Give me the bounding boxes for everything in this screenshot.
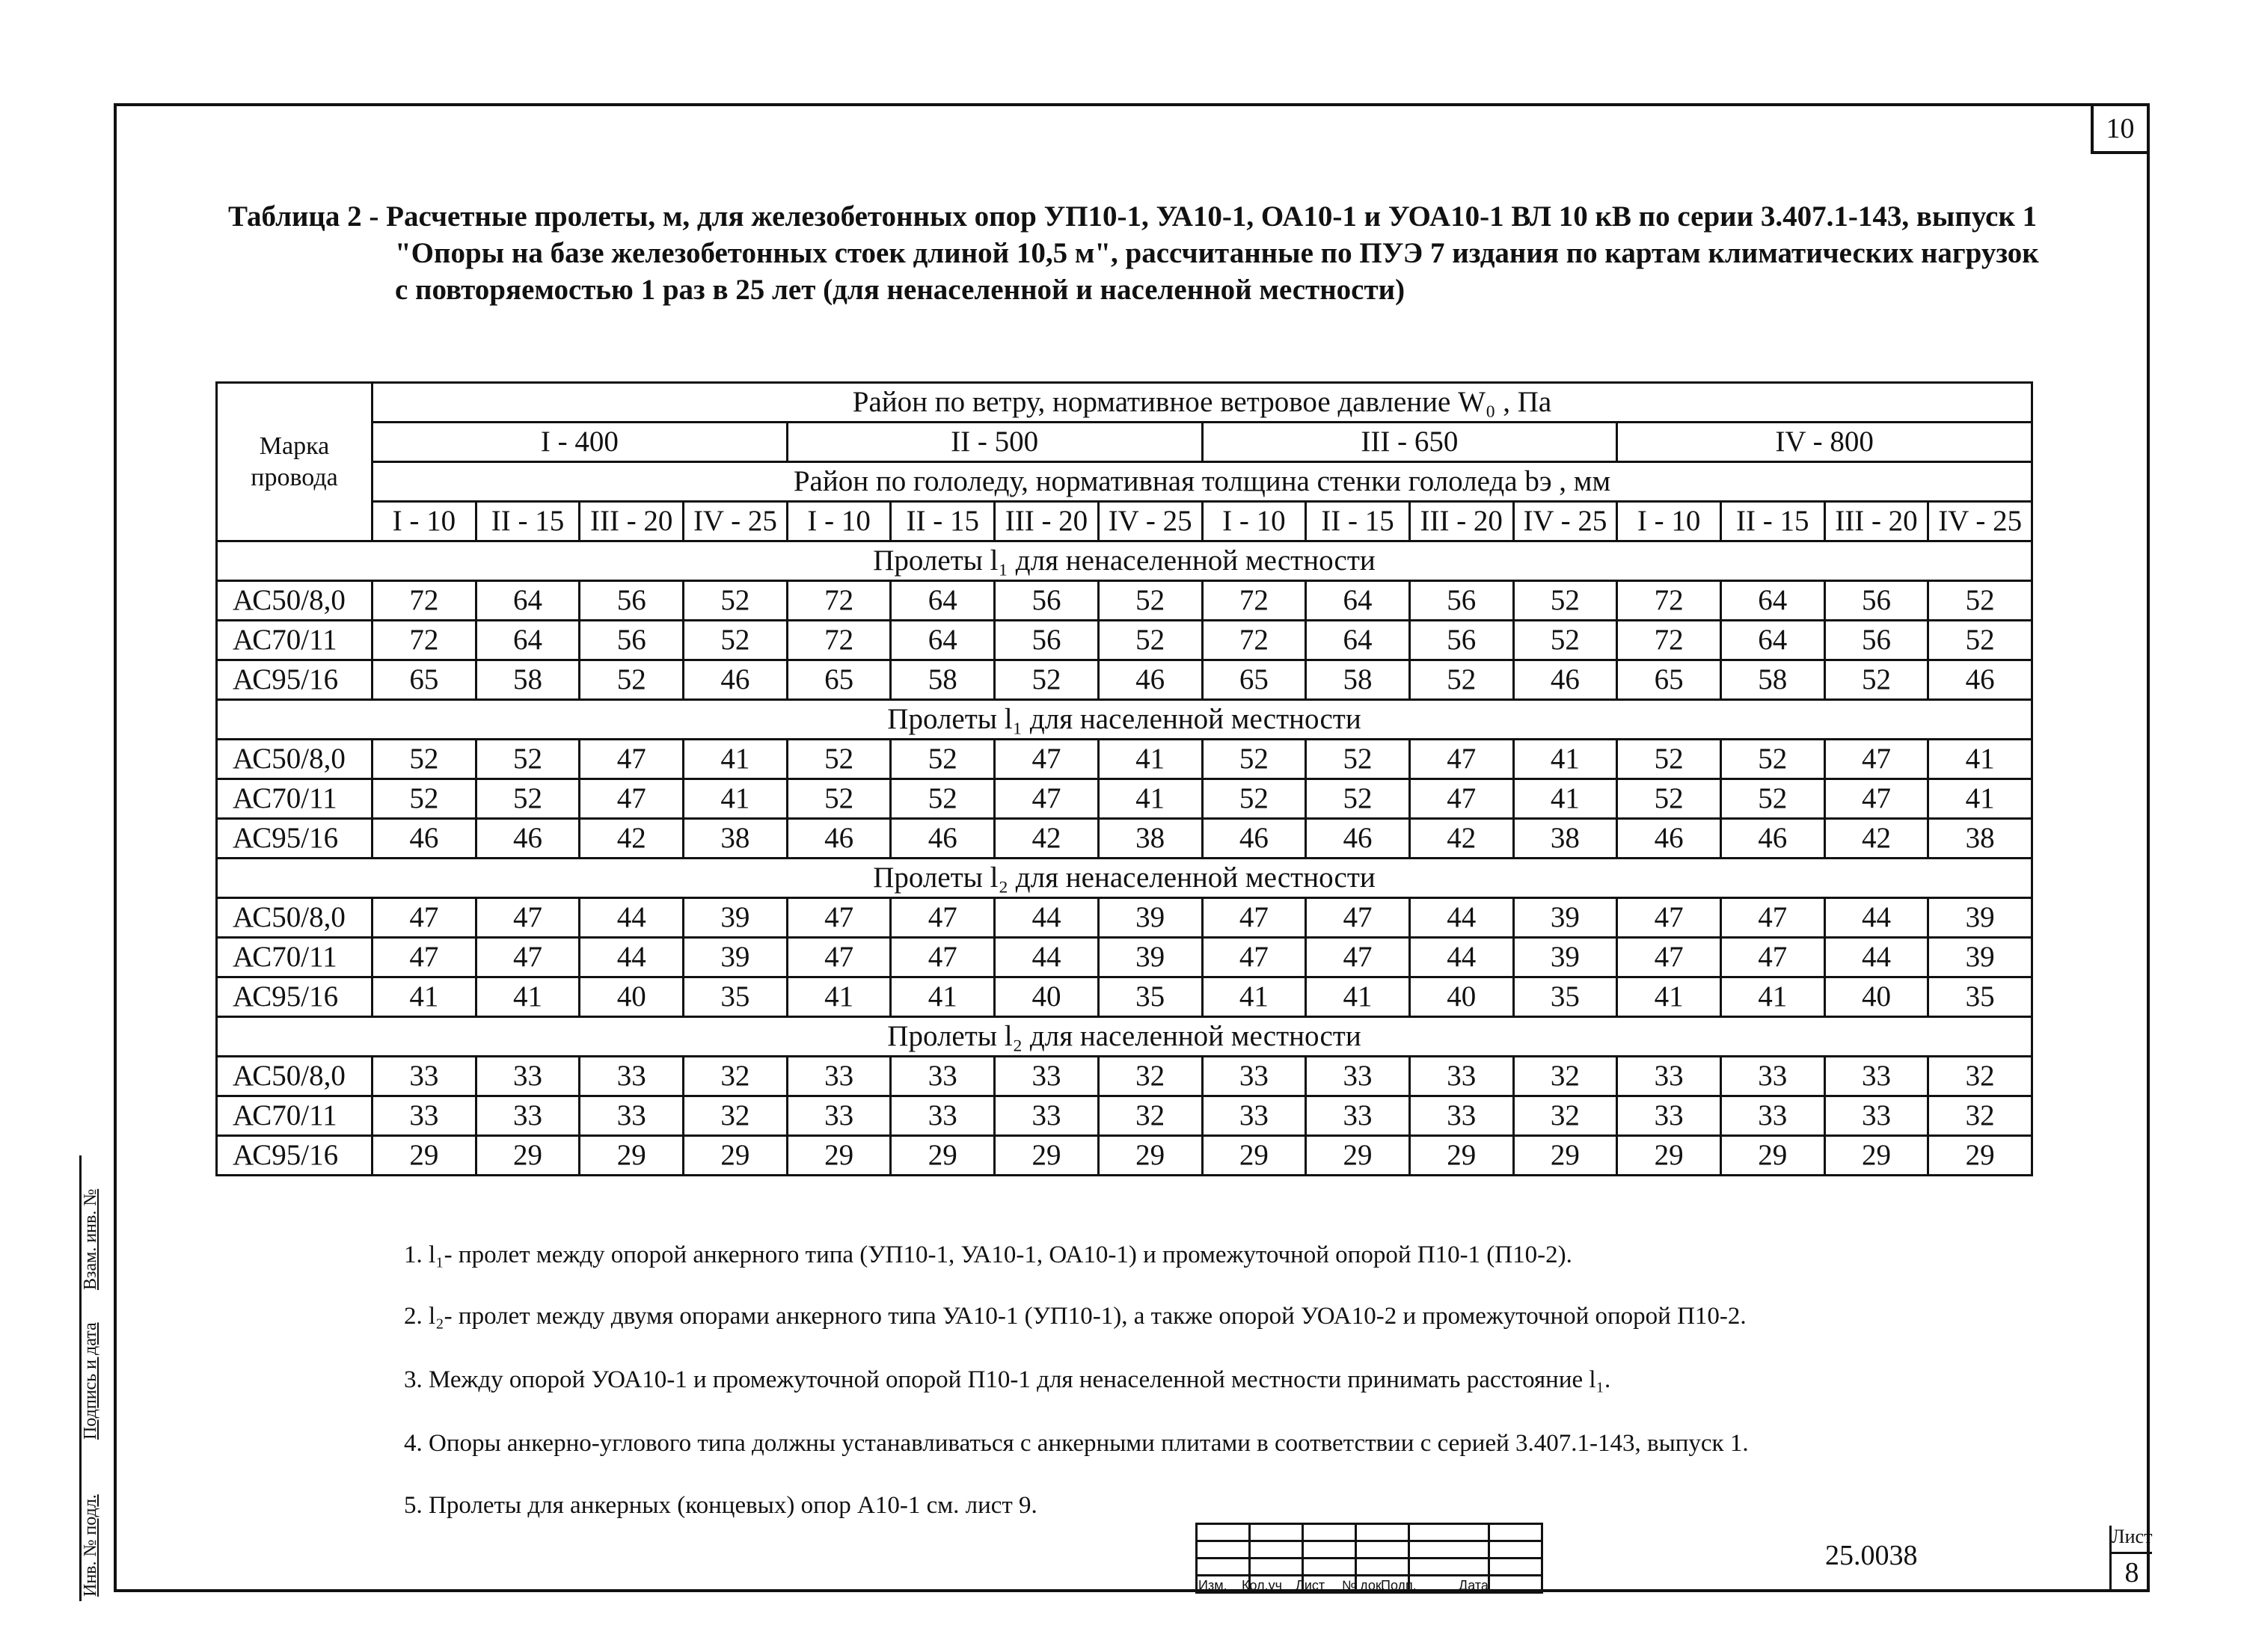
span-value-cell: 65 bbox=[787, 660, 891, 700]
sheet-label: Лист bbox=[2109, 1526, 2152, 1554]
span-value-cell: 41 bbox=[476, 977, 580, 1017]
span-value-cell: 52 bbox=[891, 779, 995, 819]
span-value-cell: 39 bbox=[1513, 898, 1617, 938]
ice-region-cell: II - 15 bbox=[476, 502, 580, 541]
section-header-row bbox=[217, 541, 2032, 581]
wind-region-cell: I - 400 bbox=[373, 423, 788, 462]
span-value-cell: 46 bbox=[1306, 819, 1410, 859]
span-value-cell: 52 bbox=[1409, 660, 1513, 700]
span-value-cell: 72 bbox=[1617, 621, 1721, 660]
header-row-wind bbox=[217, 383, 2032, 423]
span-value-cell: 52 bbox=[476, 779, 580, 819]
table-row bbox=[217, 938, 2032, 977]
span-value-cell: 52 bbox=[1098, 621, 1202, 660]
span-value-cell: 52 bbox=[1720, 779, 1824, 819]
span-value-cell: 56 bbox=[995, 621, 1099, 660]
span-value-cell: 64 bbox=[1306, 621, 1410, 660]
note-item: 4. Опоры анкерно-углового типа должны устанавливаться с анкерными плитами в соответствии с серией 3.407.1-143, выпуск 1. bbox=[404, 1430, 1749, 1457]
wire-brand-cell: АС50/8,0 bbox=[217, 581, 373, 621]
stamp-column-label: Лист bbox=[1296, 1578, 1325, 1593]
span-value-cell: 72 bbox=[373, 581, 476, 621]
span-value-cell: 41 bbox=[1513, 740, 1617, 779]
span-value-cell: 52 bbox=[995, 660, 1099, 700]
wire-brand-cell: АС70/11 bbox=[217, 779, 373, 819]
span-value-cell: 33 bbox=[1306, 1096, 1410, 1136]
span-value-cell: 47 bbox=[1409, 779, 1513, 819]
wire-brand-cell: АС50/8,0 bbox=[217, 1057, 373, 1096]
note-item: 2. l₂- пролет между двумя опорами анкерного типа УА10-1 (УП10-1), а также опорой УОА10-2 и промежуточной опорой П10-2. bbox=[404, 1303, 1747, 1330]
brand-header: Марка провода bbox=[217, 383, 373, 541]
ice-region-cell: IV - 25 bbox=[1513, 502, 1617, 541]
span-value-cell: 29 bbox=[1513, 1136, 1617, 1176]
span-value-cell: 33 bbox=[373, 1057, 476, 1096]
span-value-cell: 33 bbox=[1617, 1057, 1721, 1096]
span-value-cell: 33 bbox=[787, 1096, 891, 1136]
wire-brand-cell: АС50/8,0 bbox=[217, 898, 373, 938]
span-value-cell: 33 bbox=[1202, 1057, 1306, 1096]
span-value-cell: 29 bbox=[580, 1136, 684, 1176]
span-value-cell: 41 bbox=[1928, 740, 2032, 779]
span-value-cell: 56 bbox=[1409, 581, 1513, 621]
ice-region-cell: III - 20 bbox=[1824, 502, 1928, 541]
table-row bbox=[217, 1057, 2032, 1096]
table-row bbox=[217, 581, 2032, 621]
span-value-cell: 52 bbox=[1202, 779, 1306, 819]
caption-line-3: с повторяемостью 1 раз в 25 лет (для ненаселенной и населенной местности) bbox=[395, 274, 1405, 306]
title-block bbox=[1195, 1523, 2150, 1592]
span-value-cell: 46 bbox=[1720, 819, 1824, 859]
span-value-cell: 44 bbox=[1824, 898, 1928, 938]
span-value-cell: 52 bbox=[476, 740, 580, 779]
span-value-cell: 33 bbox=[476, 1057, 580, 1096]
stamp-column-label: Кол.уч bbox=[1242, 1578, 1282, 1593]
span-value-cell: 33 bbox=[373, 1096, 476, 1136]
span-value-cell: 52 bbox=[1306, 779, 1410, 819]
note-item: 3. Между опорой УОА10-1 и промежуточной опорой П10-1 для ненаселенной местности принимать расстояние l₁. bbox=[404, 1366, 1611, 1393]
span-value-cell: 72 bbox=[787, 621, 891, 660]
section-header-row bbox=[217, 1017, 2032, 1057]
stamp-column-label: Подп. bbox=[1381, 1578, 1417, 1593]
span-value-cell: 29 bbox=[1409, 1136, 1513, 1176]
ice-header: Район по гололеду, нормативная толщина стенки гололеда bэ , мм bbox=[373, 462, 2032, 502]
wire-brand-cell: АС70/11 bbox=[217, 1096, 373, 1136]
span-value-cell: 33 bbox=[1409, 1096, 1513, 1136]
span-value-cell: 47 bbox=[787, 898, 891, 938]
span-value-cell: 41 bbox=[891, 977, 995, 1017]
span-value-cell: 41 bbox=[1617, 977, 1721, 1017]
span-value-cell: 44 bbox=[580, 898, 684, 938]
span-value-cell: 33 bbox=[995, 1096, 1099, 1136]
span-value-cell: 47 bbox=[580, 779, 684, 819]
wind-region-cell: IV - 800 bbox=[1617, 423, 2032, 462]
span-value-cell: 41 bbox=[1306, 977, 1410, 1017]
span-value-cell: 47 bbox=[1824, 779, 1928, 819]
span-value-cell: 52 bbox=[684, 621, 788, 660]
table-row bbox=[217, 898, 2032, 938]
span-value-cell: 47 bbox=[373, 938, 476, 977]
span-value-cell: 52 bbox=[373, 740, 476, 779]
span-value-cell: 35 bbox=[684, 977, 788, 1017]
span-value-cell: 72 bbox=[787, 581, 891, 621]
table-row bbox=[217, 740, 2032, 779]
span-value-cell: 41 bbox=[684, 740, 788, 779]
ice-region-cell: II - 15 bbox=[1720, 502, 1824, 541]
span-value-cell: 40 bbox=[1824, 977, 1928, 1017]
span-value-cell: 41 bbox=[1098, 779, 1202, 819]
span-value-cell: 56 bbox=[1409, 621, 1513, 660]
span-value-cell: 47 bbox=[1306, 898, 1410, 938]
ice-region-cell: II - 15 bbox=[1306, 502, 1410, 541]
table-row bbox=[217, 621, 2032, 660]
span-value-cell: 42 bbox=[1409, 819, 1513, 859]
span-value-cell: 33 bbox=[1202, 1096, 1306, 1136]
span-value-cell: 29 bbox=[891, 1136, 995, 1176]
table-row bbox=[217, 977, 2032, 1017]
span-value-cell: 41 bbox=[373, 977, 476, 1017]
span-value-cell: 65 bbox=[1617, 660, 1721, 700]
ice-region-cell: I - 10 bbox=[1617, 502, 1721, 541]
table-row bbox=[217, 819, 2032, 859]
wire-brand-cell: АС70/11 bbox=[217, 621, 373, 660]
span-value-cell: 41 bbox=[1513, 779, 1617, 819]
span-value-cell: 52 bbox=[580, 660, 684, 700]
side-stamp-label: Взам. инв. № bbox=[81, 1188, 100, 1290]
span-value-cell: 29 bbox=[995, 1136, 1099, 1176]
span-value-cell: 72 bbox=[1202, 621, 1306, 660]
span-value-cell: 41 bbox=[684, 779, 788, 819]
ice-region-cell: III - 20 bbox=[580, 502, 684, 541]
side-stamp-label: Инв. № подл. bbox=[81, 1494, 100, 1597]
wire-brand-cell: АС95/16 bbox=[217, 977, 373, 1017]
ice-region-cell: IV - 25 bbox=[1928, 502, 2032, 541]
span-value-cell: 29 bbox=[373, 1136, 476, 1176]
span-value-cell: 38 bbox=[684, 819, 788, 859]
note-item: 1. l₁- пролет между опорой анкерного типа (УП10-1, УА10-1, ОА10-1) и промежуточной опорой П10-1 (П10-2). bbox=[404, 1241, 1572, 1268]
span-value-cell: 32 bbox=[1513, 1096, 1617, 1136]
span-value-cell: 46 bbox=[1202, 819, 1306, 859]
span-value-cell: 35 bbox=[1513, 977, 1617, 1017]
span-value-cell: 52 bbox=[1098, 581, 1202, 621]
wire-brand-cell: АС95/16 bbox=[217, 1136, 373, 1176]
header-row-ice bbox=[217, 462, 2032, 502]
span-value-cell: 58 bbox=[1720, 660, 1824, 700]
span-value-cell: 40 bbox=[995, 977, 1099, 1017]
span-value-cell: 46 bbox=[1513, 660, 1617, 700]
span-value-cell: 32 bbox=[684, 1096, 788, 1136]
span-value-cell: 47 bbox=[1409, 740, 1513, 779]
span-value-cell: 33 bbox=[580, 1096, 684, 1136]
span-value-cell: 32 bbox=[1928, 1057, 2032, 1096]
span-value-cell: 33 bbox=[787, 1057, 891, 1096]
span-value-cell: 64 bbox=[891, 621, 995, 660]
span-value-cell: 56 bbox=[580, 581, 684, 621]
table-row bbox=[217, 1096, 2032, 1136]
span-value-cell: 32 bbox=[684, 1057, 788, 1096]
caption-line-1: Таблица 2 - Расчетные пролеты, м, для железобетонных опор УП10-1, УА10-1, ОА10-1 и УОА10-1 ВЛ 10 кВ по серии 3.407.1-143, выпуск 1 bbox=[228, 200, 2038, 233]
span-value-cell: 56 bbox=[995, 581, 1099, 621]
span-value-cell: 44 bbox=[1409, 938, 1513, 977]
span-value-cell: 29 bbox=[1824, 1136, 1928, 1176]
section-title: Пролеты l₂ для ненаселенной местности bbox=[217, 859, 2032, 898]
span-value-cell: 52 bbox=[1720, 740, 1824, 779]
span-value-cell: 38 bbox=[1513, 819, 1617, 859]
span-value-cell: 35 bbox=[1928, 977, 2032, 1017]
span-value-cell: 40 bbox=[580, 977, 684, 1017]
span-value-cell: 47 bbox=[476, 938, 580, 977]
span-value-cell: 46 bbox=[787, 819, 891, 859]
span-value-cell: 72 bbox=[373, 621, 476, 660]
ice-region-cell: III - 20 bbox=[995, 502, 1099, 541]
span-value-cell: 35 bbox=[1098, 977, 1202, 1017]
span-value-cell: 33 bbox=[1824, 1096, 1928, 1136]
span-value-cell: 29 bbox=[787, 1136, 891, 1176]
span-value-cell: 64 bbox=[1720, 581, 1824, 621]
span-value-cell: 41 bbox=[1928, 779, 2032, 819]
span-value-cell: 47 bbox=[995, 740, 1099, 779]
span-value-cell: 39 bbox=[684, 938, 788, 977]
span-value-cell: 44 bbox=[995, 938, 1099, 977]
span-value-cell: 29 bbox=[1202, 1136, 1306, 1176]
wire-brand-cell: АС50/8,0 bbox=[217, 740, 373, 779]
span-value-cell: 46 bbox=[891, 819, 995, 859]
span-value-cell: 64 bbox=[476, 621, 580, 660]
span-value-cell: 52 bbox=[891, 740, 995, 779]
section-title: Пролеты l₁ для населенной местности bbox=[217, 700, 2032, 740]
span-value-cell: 39 bbox=[1513, 938, 1617, 977]
span-value-cell: 56 bbox=[580, 621, 684, 660]
span-value-cell: 29 bbox=[476, 1136, 580, 1176]
span-value-cell: 64 bbox=[891, 581, 995, 621]
section-title: Пролеты l₁ для ненаселенной местности bbox=[217, 541, 2032, 581]
span-value-cell: 47 bbox=[373, 898, 476, 938]
wind-region-cell: II - 500 bbox=[787, 423, 1202, 462]
ice-region-cell: I - 10 bbox=[1202, 502, 1306, 541]
span-value-cell: 32 bbox=[1513, 1057, 1617, 1096]
span-value-cell: 58 bbox=[476, 660, 580, 700]
span-value-cell: 47 bbox=[1617, 938, 1721, 977]
span-value-cell: 52 bbox=[1824, 660, 1928, 700]
span-value-cell: 58 bbox=[1306, 660, 1410, 700]
span-value-cell: 52 bbox=[1513, 621, 1617, 660]
span-value-cell: 46 bbox=[476, 819, 580, 859]
span-value-cell: 33 bbox=[1720, 1096, 1824, 1136]
span-value-cell: 33 bbox=[891, 1096, 995, 1136]
wind-region-cell: III - 650 bbox=[1202, 423, 1617, 462]
ice-region-cell: II - 15 bbox=[891, 502, 995, 541]
section-title: Пролеты l₂ для населенной местности bbox=[217, 1017, 2032, 1057]
span-value-cell: 40 bbox=[1409, 977, 1513, 1017]
span-value-cell: 41 bbox=[1098, 740, 1202, 779]
span-value-cell: 33 bbox=[1720, 1057, 1824, 1096]
span-value-cell: 46 bbox=[1617, 819, 1721, 859]
span-value-cell: 64 bbox=[1306, 581, 1410, 621]
span-value-cell: 39 bbox=[1928, 898, 2032, 938]
table-row bbox=[217, 1136, 2032, 1176]
span-value-cell: 47 bbox=[1617, 898, 1721, 938]
header-row-ice-regions bbox=[217, 502, 2032, 541]
span-value-cell: 39 bbox=[1098, 898, 1202, 938]
span-value-cell: 72 bbox=[1202, 581, 1306, 621]
ice-region-cell: I - 10 bbox=[373, 502, 476, 541]
span-value-cell: 47 bbox=[1720, 938, 1824, 977]
span-value-cell: 38 bbox=[1928, 819, 2032, 859]
stamp-column-label: № док. bbox=[1342, 1578, 1385, 1593]
stamp-column-label: Дата bbox=[1459, 1578, 1489, 1593]
top-sheet-number: 10 bbox=[2091, 103, 2150, 154]
span-value-cell: 47 bbox=[580, 740, 684, 779]
span-value-cell: 29 bbox=[684, 1136, 788, 1176]
wire-brand-cell: АС95/16 bbox=[217, 660, 373, 700]
span-value-cell: 65 bbox=[373, 660, 476, 700]
ice-region-cell: I - 10 bbox=[787, 502, 891, 541]
span-value-cell: 44 bbox=[1409, 898, 1513, 938]
caption-line-2: "Опоры на базе железобетонных стоек длиной 10,5 м", рассчитанные по ПУЭ 7 издания по картам климатических нагрузок bbox=[395, 237, 2039, 269]
span-value-cell: 33 bbox=[1409, 1057, 1513, 1096]
span-value-cell: 65 bbox=[1202, 660, 1306, 700]
span-value-cell: 46 bbox=[373, 819, 476, 859]
span-value-cell: 47 bbox=[476, 898, 580, 938]
span-value-cell: 41 bbox=[1202, 977, 1306, 1017]
table-row bbox=[217, 779, 2032, 819]
span-value-cell: 33 bbox=[580, 1057, 684, 1096]
section-header-row bbox=[217, 859, 2032, 898]
span-value-cell: 39 bbox=[684, 898, 788, 938]
span-value-cell: 29 bbox=[1720, 1136, 1824, 1176]
ice-region-cell: IV - 25 bbox=[1098, 502, 1202, 541]
span-value-cell: 33 bbox=[995, 1057, 1099, 1096]
span-value-cell: 29 bbox=[1928, 1136, 2032, 1176]
ice-region-cell: III - 20 bbox=[1409, 502, 1513, 541]
wire-brand-cell: АС95/16 bbox=[217, 819, 373, 859]
span-value-cell: 41 bbox=[1720, 977, 1824, 1017]
span-value-cell: 52 bbox=[1617, 779, 1721, 819]
side-stamp bbox=[45, 1155, 114, 1601]
span-value-cell: 42 bbox=[995, 819, 1099, 859]
span-value-cell: 33 bbox=[1306, 1057, 1410, 1096]
header-row-wind-regions bbox=[217, 423, 2032, 462]
side-stamp-label: Подпись и дата bbox=[81, 1322, 100, 1440]
span-value-cell: 33 bbox=[1617, 1096, 1721, 1136]
span-value-cell: 72 bbox=[1617, 581, 1721, 621]
span-value-cell: 46 bbox=[1098, 660, 1202, 700]
span-value-cell: 33 bbox=[476, 1096, 580, 1136]
span-value-cell: 52 bbox=[684, 581, 788, 621]
span-value-cell: 64 bbox=[1720, 621, 1824, 660]
note-item: 5. Пролеты для анкерных (концевых) опор А10-1 см. лист 9. bbox=[404, 1492, 1037, 1519]
span-value-cell: 39 bbox=[1098, 938, 1202, 977]
span-value-cell: 47 bbox=[891, 938, 995, 977]
table-caption bbox=[228, 198, 2113, 308]
span-value-cell: 56 bbox=[1824, 581, 1928, 621]
span-value-cell: 44 bbox=[580, 938, 684, 977]
span-value-cell: 32 bbox=[1098, 1096, 1202, 1136]
span-value-cell: 47 bbox=[1202, 898, 1306, 938]
span-value-cell: 52 bbox=[1306, 740, 1410, 779]
span-value-cell: 52 bbox=[1928, 621, 2032, 660]
ice-region-cell: IV - 25 bbox=[684, 502, 788, 541]
span-value-cell: 47 bbox=[1306, 938, 1410, 977]
span-value-cell: 38 bbox=[1098, 819, 1202, 859]
span-value-cell: 47 bbox=[787, 938, 891, 977]
span-value-cell: 32 bbox=[1928, 1096, 2032, 1136]
wind-header: Район по ветру, нормативное ветровое давление W₀ , Па bbox=[373, 383, 2032, 423]
span-value-cell: 52 bbox=[787, 779, 891, 819]
span-value-cell: 33 bbox=[891, 1057, 995, 1096]
span-value-cell: 52 bbox=[1202, 740, 1306, 779]
span-value-cell: 52 bbox=[373, 779, 476, 819]
span-value-cell: 52 bbox=[1617, 740, 1721, 779]
span-value-cell: 44 bbox=[1824, 938, 1928, 977]
stamp-column-label: Изм. bbox=[1198, 1578, 1227, 1593]
span-value-cell: 52 bbox=[787, 740, 891, 779]
span-value-cell: 46 bbox=[684, 660, 788, 700]
span-value-cell: 42 bbox=[580, 819, 684, 859]
span-value-cell: 29 bbox=[1098, 1136, 1202, 1176]
span-value-cell: 46 bbox=[1928, 660, 2032, 700]
span-value-cell: 52 bbox=[1928, 581, 2032, 621]
spans-table bbox=[215, 381, 2033, 1176]
span-value-cell: 47 bbox=[1824, 740, 1928, 779]
document-number: 25.0038 bbox=[1825, 1540, 1918, 1571]
span-value-cell: 47 bbox=[1720, 898, 1824, 938]
span-value-cell: 47 bbox=[891, 898, 995, 938]
section-header-row bbox=[217, 700, 2032, 740]
span-value-cell: 39 bbox=[1928, 938, 2032, 977]
span-value-cell: 32 bbox=[1098, 1057, 1202, 1096]
wire-brand-cell: АС70/11 bbox=[217, 938, 373, 977]
span-value-cell: 42 bbox=[1824, 819, 1928, 859]
span-value-cell: 29 bbox=[1617, 1136, 1721, 1176]
span-value-cell: 56 bbox=[1824, 621, 1928, 660]
sheet-value: 8 bbox=[2109, 1554, 2152, 1592]
span-value-cell: 44 bbox=[995, 898, 1099, 938]
span-value-cell: 47 bbox=[1202, 938, 1306, 977]
span-value-cell: 47 bbox=[995, 779, 1099, 819]
span-value-cell: 29 bbox=[1306, 1136, 1410, 1176]
span-value-cell: 52 bbox=[1513, 581, 1617, 621]
span-value-cell: 33 bbox=[1824, 1057, 1928, 1096]
span-value-cell: 58 bbox=[891, 660, 995, 700]
span-value-cell: 64 bbox=[476, 581, 580, 621]
span-value-cell: 41 bbox=[787, 977, 891, 1017]
table-row bbox=[217, 660, 2032, 700]
